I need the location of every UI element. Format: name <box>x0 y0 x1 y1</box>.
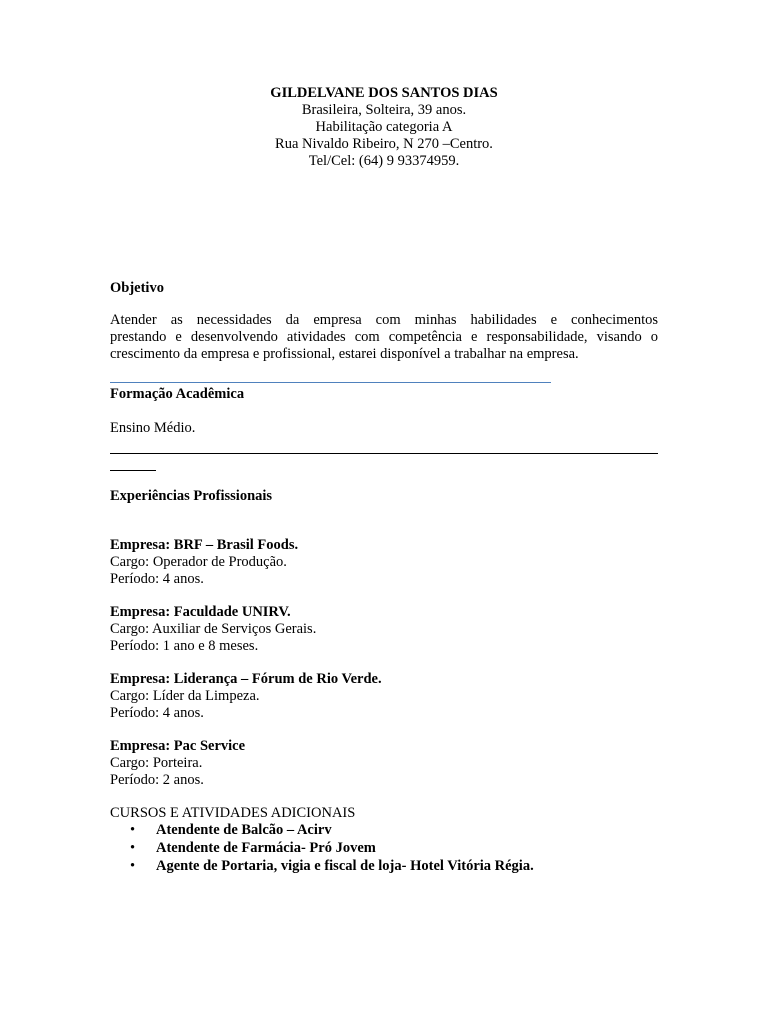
course-item <box>130 840 534 858</box>
job-entry <box>110 738 245 789</box>
education-title: Formação Acadêmica <box>110 386 245 402</box>
job-role: Cargo: Líder da Limpeza. <box>110 688 260 704</box>
job-company: Empresa: BRF – Brasil Foods. <box>110 537 299 553</box>
job-company: Empresa: Pac Service <box>110 738 246 754</box>
course-item <box>130 858 534 876</box>
job-period: Período: 1 ano e 8 meses. <box>110 638 259 654</box>
course-item <box>130 822 534 840</box>
resume-header <box>0 85 768 170</box>
job-company: Empresa: Faculdade UNIRV. <box>110 604 291 620</box>
job-period: Período: 4 anos. <box>110 571 204 587</box>
objective-title: Objetivo <box>110 280 164 296</box>
job-period: Período: 4 anos. <box>110 705 204 721</box>
bullet-icon: • <box>130 858 136 874</box>
job-role: Cargo: Porteira. <box>110 755 203 771</box>
address: Rua Nivaldo Ribeiro, N 270 –Centro. <box>275 136 493 152</box>
section-divider-blue <box>110 382 551 383</box>
job-period: Período: 2 anos. <box>110 772 204 788</box>
job-entry <box>110 604 316 655</box>
personal-info: Brasileira, Solteira, 39 anos. <box>301 102 467 118</box>
bullet-icon: • <box>130 840 136 856</box>
job-entry <box>110 537 298 588</box>
section-divider-black-short <box>110 470 156 471</box>
bullet-icon: • <box>130 822 136 838</box>
objective-text <box>110 312 658 363</box>
experience-title: Experiências Profissionais <box>110 488 273 504</box>
course-label: Atendente de Balcão – Acirv <box>156 822 332 838</box>
job-role: Cargo: Auxiliar de Serviços Gerais. <box>110 621 317 637</box>
phone: Tel/Cel: (64) 9 93374959. <box>308 153 460 169</box>
courses-title: CURSOS E ATIVIDADES ADICIONAIS <box>110 805 356 821</box>
candidate-name: GILDELVANE DOS SANTOS DIAS <box>270 85 498 101</box>
education-level: Ensino Médio. <box>110 420 196 436</box>
job-role: Cargo: Operador de Produção. <box>110 554 287 570</box>
job-entry <box>110 671 382 722</box>
courses-list <box>130 822 534 876</box>
course-label: Atendente de Farmácia- Pró Jovem <box>156 840 376 856</box>
course-label: Agente de Portaria, vigia e fiscal de loja- Hotel Vitória Régia. <box>156 858 534 874</box>
objective-line-3: crescimento da empresa e profissional, estarei disponível a trabalhar na empresa. <box>110 346 579 362</box>
objective-line-1: Atender as necessidades da empresa com minhas habilidades e conhecimentos <box>110 312 658 328</box>
objective-line-2: prestando e desenvolvendo atividades com competência e responsabilidade, visando o <box>110 329 658 345</box>
driver-license: Habilitação categoria A <box>315 119 453 135</box>
job-company: Empresa: Liderança – Fórum de Rio Verde. <box>110 671 382 687</box>
section-divider-black <box>110 453 658 454</box>
